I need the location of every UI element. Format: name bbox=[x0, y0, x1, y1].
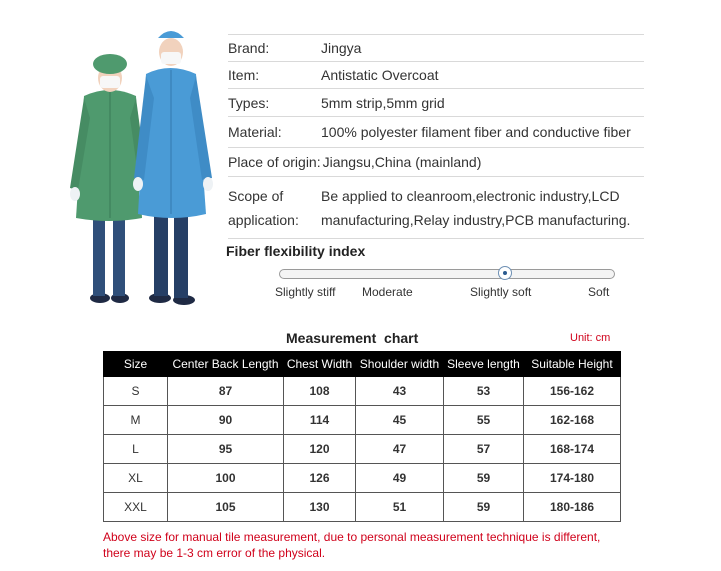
size-cell: L bbox=[104, 435, 168, 464]
spec-row-material bbox=[228, 117, 644, 148]
flexibility-level-label: Slightly stiff bbox=[275, 285, 336, 299]
table-row bbox=[104, 377, 621, 406]
measurement-title: Measurement chart bbox=[286, 330, 419, 346]
table-body bbox=[104, 377, 621, 522]
table-cell: 156-162 bbox=[524, 377, 621, 406]
flexibility-scale-track bbox=[279, 269, 615, 279]
table-cell: 59 bbox=[444, 493, 524, 522]
spec-row-item bbox=[228, 62, 644, 89]
table-row bbox=[104, 435, 621, 464]
column-header: Suitable Height bbox=[524, 352, 621, 377]
table-cell: 95 bbox=[168, 435, 284, 464]
spec-label: Scope of application: bbox=[228, 187, 299, 228]
table-cell: 55 bbox=[444, 406, 524, 435]
spec-value: Jingya bbox=[321, 40, 362, 56]
column-header: Center Back Length bbox=[168, 352, 284, 377]
table-cell: 87 bbox=[168, 377, 284, 406]
spec-label: Brand: bbox=[228, 40, 270, 56]
spec-row-scope bbox=[228, 177, 644, 239]
spec-value: 5mm strip,5mm grid bbox=[321, 94, 445, 111]
table-header-row bbox=[104, 352, 621, 377]
size-cell: S bbox=[104, 377, 168, 406]
spec-value: Antistatic Overcoat bbox=[321, 67, 439, 83]
table-cell: 53 bbox=[444, 377, 524, 406]
measurement-unit: Unit: cm bbox=[570, 332, 611, 344]
table-cell: 100 bbox=[168, 464, 284, 493]
measurement-note bbox=[103, 529, 603, 561]
table-cell: 105 bbox=[168, 493, 284, 522]
table-cell: 43 bbox=[356, 377, 444, 406]
table-cell: 174-180 bbox=[524, 464, 621, 493]
size-cell: XXL bbox=[104, 493, 168, 522]
table-cell: 180-186 bbox=[524, 493, 621, 522]
size-cell: XL bbox=[104, 464, 168, 493]
column-header: Shoulder width bbox=[356, 352, 444, 377]
spec-label: Place of origin: bbox=[228, 154, 321, 170]
product-photo bbox=[62, 18, 222, 318]
table-row bbox=[104, 493, 621, 522]
flexibility-marker bbox=[498, 266, 512, 280]
flexibility-title: Fiber flexibility index bbox=[226, 243, 366, 259]
table-cell: 47 bbox=[356, 435, 444, 464]
column-header: Chest Width bbox=[284, 352, 356, 377]
note-line: there may be 1-3 cm error of the physical. bbox=[103, 546, 326, 560]
spec-value: Jiangsu,China (mainland) bbox=[322, 154, 482, 170]
table-row bbox=[104, 464, 621, 493]
spec-label: Material: bbox=[228, 124, 282, 140]
spec-table bbox=[228, 34, 644, 239]
table-cell: 51 bbox=[356, 493, 444, 522]
table-cell: 90 bbox=[168, 406, 284, 435]
measurement-table bbox=[103, 351, 621, 522]
flexibility-level-label: Slightly soft bbox=[470, 285, 532, 299]
spec-value: Be applied to cleanroom,electronic industry,LCD manufacturing,Relay industry,PCB manufacturing. bbox=[321, 187, 631, 228]
spec-label: Types: bbox=[228, 94, 270, 111]
column-header: Size bbox=[104, 352, 168, 377]
table-cell: 130 bbox=[284, 493, 356, 522]
table-cell: 168-174 bbox=[524, 435, 621, 464]
blue-coat-model bbox=[133, 31, 213, 305]
table-cell: 108 bbox=[284, 377, 356, 406]
flexibility-level-label: Soft bbox=[588, 285, 610, 299]
note-line: Above size for manual tile measurement, due to personal measurement technique is different, bbox=[103, 530, 601, 544]
table-cell: 59 bbox=[444, 464, 524, 493]
size-cell: M bbox=[104, 406, 168, 435]
table-row bbox=[104, 406, 621, 435]
column-header: Sleeve length bbox=[444, 352, 524, 377]
table-cell: 45 bbox=[356, 406, 444, 435]
table-cell: 120 bbox=[284, 435, 356, 464]
spec-row-types bbox=[228, 89, 644, 117]
table-cell: 126 bbox=[284, 464, 356, 493]
table-cell: 162-168 bbox=[524, 406, 621, 435]
table-cell: 49 bbox=[356, 464, 444, 493]
spec-label: Item: bbox=[228, 67, 260, 83]
spec-row-brand bbox=[228, 34, 644, 62]
table-cell: 114 bbox=[284, 406, 356, 435]
table-cell: 57 bbox=[444, 435, 524, 464]
spec-value: 100% polyester filament fiber and conductive fiber bbox=[321, 124, 631, 140]
flexibility-level-label: Moderate bbox=[362, 285, 413, 299]
spec-row-origin bbox=[228, 148, 644, 177]
